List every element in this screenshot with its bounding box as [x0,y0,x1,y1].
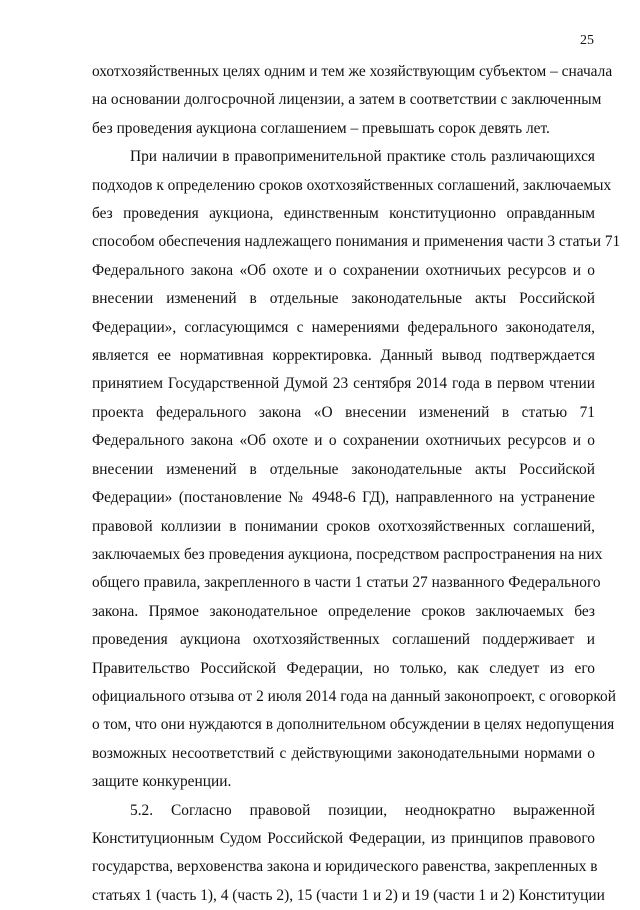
paragraph-section-5-2 [92,797,605,910]
text-line: внесении изменений в отдельные законодательные акты Российской [92,460,595,478]
paragraph-practice [92,143,621,796]
text-line: Федерального закона «Об охоте и о сохранении охотничьих ресурсов и о [92,432,595,450]
text-line: о том, что они нуждаются в дополнительном обсуждении в целях недопущения [92,716,615,734]
text-line: на основании долгосрочной лицензии, а затем в соответствии с заключенным [92,91,602,109]
text-line: При наличии в правоприменительной практике столь различающихся [130,148,595,166]
text-line: правовой коллизии в понимании сроков охотхозяйственных соглашений, [92,517,595,535]
page-number: 25 [580,33,594,48]
text-line: Федерального закона «Об охоте и о сохранении охотничьих ресурсов и о [92,261,595,279]
text-line: Федерации», согласующимся с намерениями федерального законодателя, [92,318,595,336]
text-line: Конституционным Судом Российской Федерации, из принципов правового [92,829,595,847]
text-line: государства, верховенства закона и юридического равенства, закрепленных в [92,858,598,876]
text-line: проекта федерального закона «О внесении изменений в статью 71 [92,403,595,421]
text-line: закона. Прямое законодательное определение сроков заключаемых без [92,602,595,620]
document-body [92,58,621,910]
text-line: подходов к определению сроков охотхозяйственных соглашений, заключаемых [92,176,612,194]
text-line: общего правила, закрепленного в части 1 статьи 27 названного Федерального [92,574,601,592]
text-line: принятием Государственной Думой 23 сентября 2014 года в первом чтении [92,375,595,393]
text-line: способом обеспечения надлежащего понимания и применения части 3 статьи 71 [92,233,621,251]
text-line: проведения аукциона охотхозяйственных соглашений поддерживает и [92,631,595,649]
text-line: защите конкуренции. [92,773,232,791]
text-line: официального отзыва от 2 июля 2014 года на данный законопроект, с оговоркой [92,687,616,705]
text-line: внесении изменений в отдельные законодательные акты Российской [92,290,595,308]
text-line: 5.2. Согласно правовой позиции, неоднократно выраженной [130,801,595,819]
text-line: заключаемых без проведения аукциона, посредством распространения на них [92,545,603,563]
text-line: возможных несоответствий с действующими законодательными нормами о [92,744,595,762]
text-line: статьях 1 (часть 1), 4 (часть 2), 15 (части 1 и 2) и 19 (части 1 и 2) Конституции [92,886,605,904]
text-line: без проведения аукциона, единственным конституционно оправданным [92,205,595,223]
text-line: Федерации» (постановление № 4948-6 ГД), направленного на устранение [92,489,595,507]
text-line: является ее нормативная корректировка. Данный вывод подтверждается [92,347,595,365]
text-line: без проведения аукциона соглашением – превышать сорок девять лет. [92,119,550,137]
text-line: охотхозяйственных целях одним и тем же хозяйствующим субъектом – сначала [92,63,613,80]
paragraph-continuation [92,58,613,143]
text-line: Правительство Российской Федерации, но только, как следует из его [92,659,595,677]
